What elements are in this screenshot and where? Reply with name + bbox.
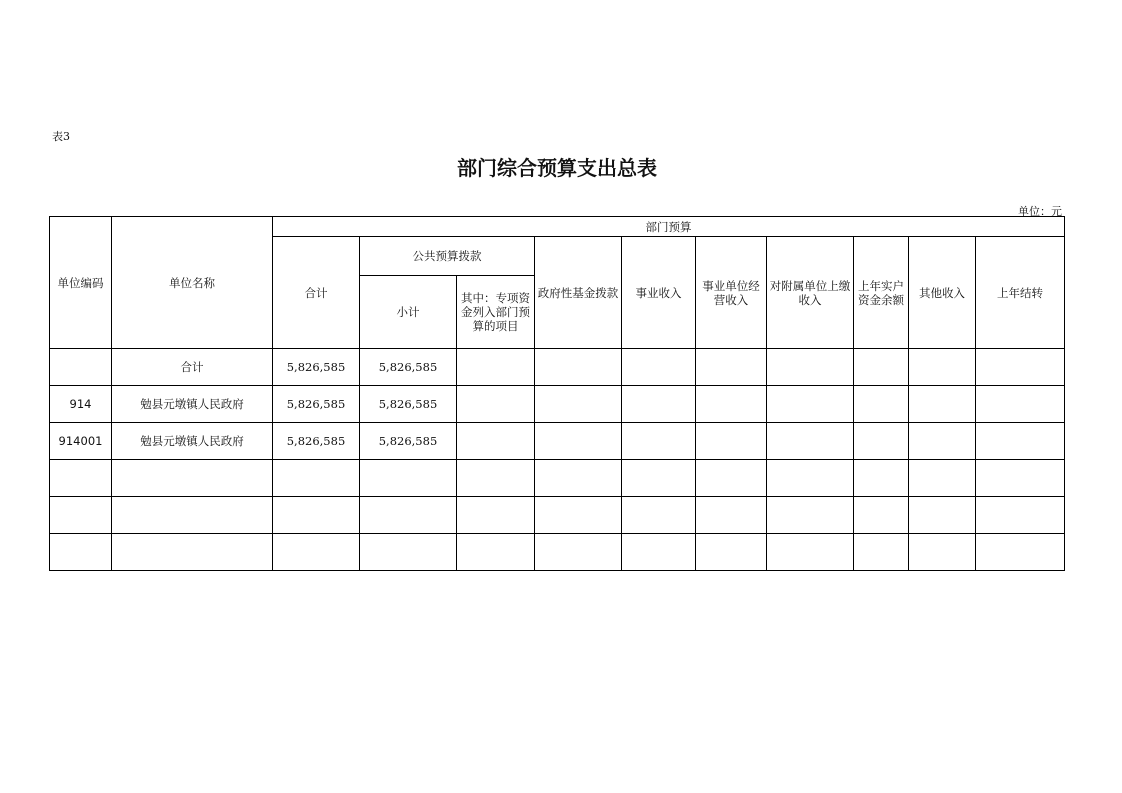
header-total: 合计 [273, 237, 360, 349]
cell-empty [909, 497, 976, 534]
cell-empty [854, 386, 909, 423]
cell-empty [696, 423, 767, 460]
cell-empty [767, 386, 854, 423]
header-unit-name: 单位名称 [112, 217, 273, 349]
cell-name: 勉县元墩镇人民政府 [112, 386, 273, 423]
cell-empty [622, 460, 696, 497]
cell-code [50, 534, 112, 571]
cell-subtotal: 5,826,585 [360, 349, 457, 386]
cell-empty [457, 534, 535, 571]
header-prior-year-balance: 上年实户资金余额 [854, 237, 909, 349]
cell-code: 914 [50, 386, 112, 423]
cell-empty [854, 349, 909, 386]
table-row [50, 349, 1065, 386]
cell-empty [457, 386, 535, 423]
cell-empty [535, 534, 622, 571]
table-row [50, 423, 1065, 460]
header-other-income: 其他收入 [909, 237, 976, 349]
budget-table [49, 216, 1065, 571]
cell-empty [535, 349, 622, 386]
header-subtotal: 小计 [360, 276, 457, 349]
header-row-1 [50, 217, 1065, 237]
cell-empty [696, 386, 767, 423]
cell-empty [976, 423, 1065, 460]
cell-empty [535, 386, 622, 423]
cell-empty [854, 423, 909, 460]
header-carryover: 上年结转 [976, 237, 1065, 349]
cell-empty [854, 534, 909, 571]
header-dept-budget: 部门预算 [273, 217, 1065, 237]
table-row [50, 386, 1065, 423]
cell-total [273, 534, 360, 571]
cell-empty [622, 349, 696, 386]
cell-empty [976, 386, 1065, 423]
cell-empty [622, 534, 696, 571]
cell-empty [767, 534, 854, 571]
cell-empty [854, 497, 909, 534]
cell-code [50, 460, 112, 497]
cell-empty [767, 497, 854, 534]
cell-total: 5,826,585 [273, 386, 360, 423]
cell-empty [622, 497, 696, 534]
cell-empty [457, 349, 535, 386]
header-unit-code: 单位编码 [50, 217, 112, 349]
cell-name [112, 534, 273, 571]
cell-subtotal [360, 534, 457, 571]
cell-total [273, 497, 360, 534]
cell-name: 勉县元墩镇人民政府 [112, 423, 273, 460]
cell-empty [976, 534, 1065, 571]
cell-empty [767, 349, 854, 386]
header-public-grant: 公共预算拨款 [360, 237, 535, 276]
cell-empty [696, 349, 767, 386]
header-business-income: 事业收入 [622, 237, 696, 349]
cell-subtotal [360, 497, 457, 534]
cell-empty [622, 423, 696, 460]
cell-subtotal [360, 460, 457, 497]
cell-code [50, 349, 112, 386]
cell-empty [696, 460, 767, 497]
cell-total [273, 460, 360, 497]
cell-subtotal: 5,826,585 [360, 386, 457, 423]
cell-empty [854, 460, 909, 497]
header-special-note: 其中：专项资金列入部门预算的项目 [457, 276, 535, 349]
cell-name: 合计 [112, 349, 273, 386]
header-operating-income: 事业单位经营收入 [696, 237, 767, 349]
cell-code: 914001 [50, 423, 112, 460]
cell-name [112, 460, 273, 497]
cell-total: 5,826,585 [273, 423, 360, 460]
table-number: 表3 [52, 130, 70, 143]
cell-empty [909, 386, 976, 423]
table-row [50, 497, 1065, 534]
cell-code [50, 497, 112, 534]
cell-empty [767, 423, 854, 460]
header-subordinate-income: 对附属单位上缴收入 [767, 237, 854, 349]
cell-empty [535, 497, 622, 534]
cell-empty [909, 460, 976, 497]
header-gov-fund: 政府性基金拨款 [535, 237, 622, 349]
unit-label: 单位：元 [1018, 205, 1062, 218]
cell-total: 5,826,585 [273, 349, 360, 386]
cell-empty [909, 534, 976, 571]
cell-empty [457, 460, 535, 497]
cell-subtotal: 5,826,585 [360, 423, 457, 460]
cell-empty [622, 386, 696, 423]
cell-empty [535, 460, 622, 497]
cell-empty [976, 349, 1065, 386]
cell-empty [767, 460, 854, 497]
cell-empty [457, 423, 535, 460]
cell-empty [696, 534, 767, 571]
cell-empty [535, 423, 622, 460]
table-row [50, 460, 1065, 497]
page-title: 部门综合预算支出总表 [457, 156, 657, 180]
cell-empty [909, 349, 976, 386]
cell-empty [909, 423, 976, 460]
cell-name [112, 497, 273, 534]
table-row [50, 534, 1065, 571]
cell-empty [976, 460, 1065, 497]
cell-empty [457, 497, 535, 534]
cell-empty [976, 497, 1065, 534]
cell-empty [696, 497, 767, 534]
